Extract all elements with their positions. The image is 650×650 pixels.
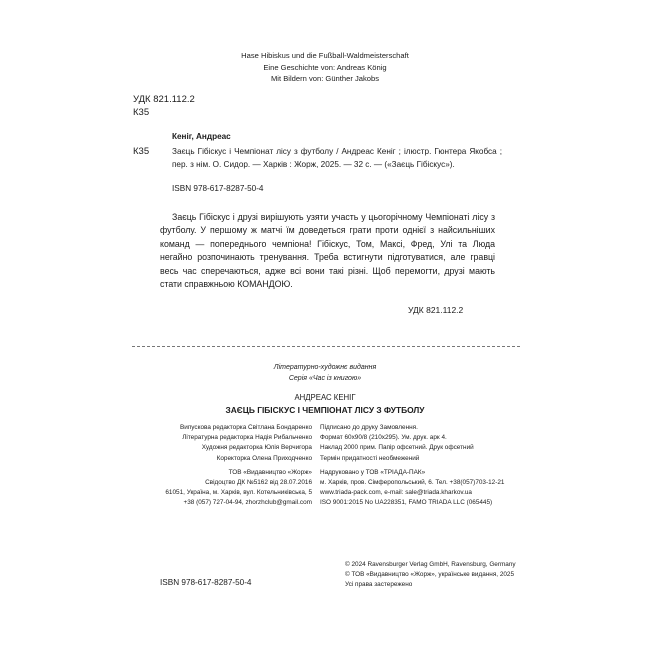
copyright-line: Усі права застережено (345, 581, 413, 589)
catalog-author: Кеніг, Андреас (172, 132, 231, 141)
staff-line: Художня редакторка Юлія Верчигора (201, 444, 312, 452)
print-spec-line: Формат 60х90/8 (210х295). Ум. друк. арк 4. (320, 434, 447, 442)
publisher-line: ТОВ «Видавництво «Жорж» (228, 468, 312, 476)
annotation-paragraph: Заєць Гібіскус і друзі вирішують узяти участь у цьогорічному Чемпіонаті лісу з футболу. У першому ж матчі їм доведеться грати проти однієї з найсильніших команд — попереднього чемпіона! Гібіскус, Том, Максі, Фред, Улі та Люда негайно розпочинають тренування. Треба встигнути підготуватися, але гравці весь час сперечаються, адже всі вони такі різні. Щоб перемогти, друзі мають стати справжньою КОМАНДОЮ. (160, 212, 495, 290)
imprint-left-column (156, 423, 312, 509)
printer-line: ISO 9001:2015 No UA228351, FAMO TRIADA LLC (065445) (320, 499, 493, 507)
print-spec-line: Термін придатності необмежений (320, 454, 420, 462)
isbn-bottom: ISBN 978-617-8287-50-4 (160, 578, 252, 587)
copyright-line: © 2024 Ravensburger Verlag GmbH, Ravensburg, Germany (345, 561, 516, 568)
k-index-repeat: К35 (133, 146, 150, 157)
original-edition-block (0, 50, 650, 85)
imprint-right-column (320, 423, 530, 509)
staff-line: Випускова редакторка Світлана Бондаренко (179, 424, 312, 431)
original-title: Hase Hibiskus und die Fußball-Waldmeisterschaft (241, 51, 409, 60)
copyright-line: © ТОВ «Видавництво «Жорж», українське видання, 2025 (345, 571, 515, 579)
printer-line: www.triada-pack.com, e-mail: sale@triada.kharkov.ua (320, 489, 472, 497)
k-index: К35 (133, 107, 150, 118)
genre-label: Літературно-художнє видання (273, 364, 377, 371)
dashed-divider (132, 346, 520, 347)
staff-line: Літературна редакторка Надія Рибальченко (182, 434, 312, 442)
printer-line: Надруковано у ТОВ «ТРІАДА-ПАК» (320, 468, 426, 476)
publisher-line: 61051, Україна, м. Харків, вул. Котельниківська, 5 (165, 489, 312, 497)
staff-line: Коректорка Олена Приходченко (216, 454, 312, 462)
isbn-catalog: ISBN 978-617-8287-50-4 (172, 184, 264, 193)
series-label: Серія «Час із книгою» (288, 375, 362, 382)
publisher-line: Свідоцтво ДК №5162 від 28.07.2016 (205, 479, 312, 487)
print-spec-line: Наклад 2000 прим. Папір офсетний. Друк офсетний (320, 444, 474, 452)
imprint-title: ЗАЄЦЬ ГІБІСКУС І ЧЕМПІОНАТ ЛІСУ З ФУТБОЛУ (225, 405, 425, 415)
bibliographic-description: Заєць Гібіскус і Чемпіонат лісу з футболу / Андреас Кеніг ; ілюстр. Гюнтера Якобса ; пер. з нім. О. Сидор. — Харків : Жорж, 2025. — 32 с. — («Заєць Гібіскус»). (172, 147, 502, 169)
printer-line: м. Харків, пров. Сімферопольський, 6. Тел. +38(057)703-12-21 (320, 479, 505, 487)
imprint-author: АНДРЕАС КЕНІГ (294, 393, 356, 402)
genre-block (0, 362, 650, 384)
print-spec-line: Підписано до друку Замовлення. (320, 424, 418, 431)
catalog-index-block (133, 93, 195, 119)
udk-code: УДК 821.112.2 (133, 94, 195, 105)
copyright-block (345, 560, 516, 591)
original-author-credit: Eine Geschichte von: Andreas König (263, 62, 387, 72)
publisher-line: +38 (057) 727-04-94, zhorzhclub@gmail.com (183, 499, 312, 507)
original-illustrator-credit: Mit Bildern von: Günther Jakobs (270, 74, 380, 83)
udk-code-bottom: УДК 821.112.2 (408, 305, 464, 315)
